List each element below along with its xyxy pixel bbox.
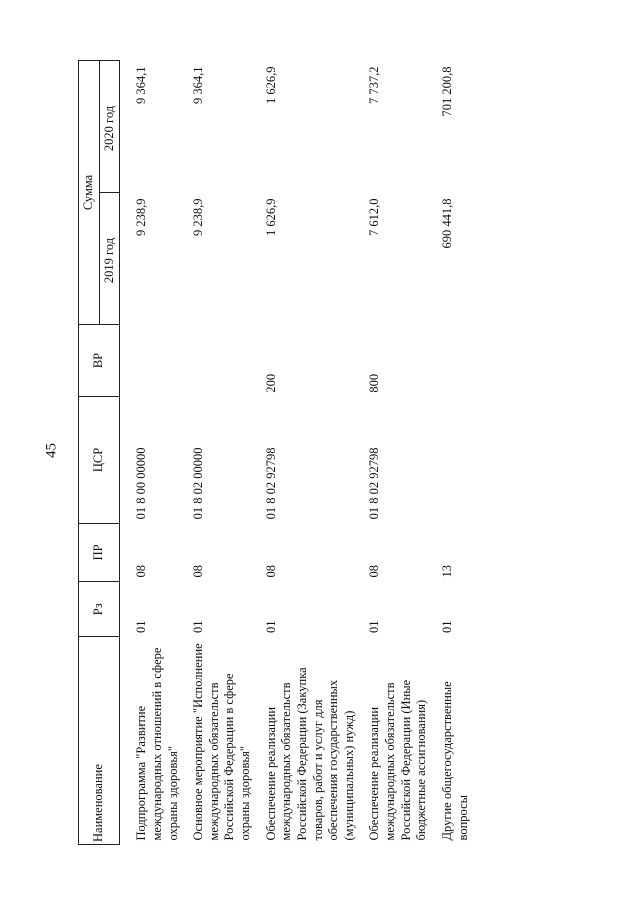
row-rz: 01 xyxy=(263,620,278,633)
header-sum: Сумма xyxy=(79,61,100,325)
row-csr xyxy=(434,397,475,524)
row-rz: 01 xyxy=(191,620,206,633)
table-row xyxy=(258,61,362,845)
row-csr: 01 8 00 00000 xyxy=(134,447,149,520)
row-rz: 01 xyxy=(439,620,454,633)
row-vr: 200 xyxy=(263,373,278,393)
row-pr: 08 xyxy=(263,565,278,578)
header-rz: Рз xyxy=(79,582,120,637)
row-pr: 13 xyxy=(439,565,454,578)
table-body xyxy=(120,61,475,845)
table-header xyxy=(79,61,120,845)
row-sum-2019: 690 441,8 xyxy=(439,198,454,249)
row-csr: 01 8 02 92798 xyxy=(367,447,382,520)
table-row xyxy=(185,61,258,845)
header-csr: ЦСР xyxy=(79,397,120,524)
row-sum-2020: 9 364,1 xyxy=(134,66,149,104)
row-name: Обеспечение реализации международных обязательств Российской Федерации (Иные бюджетные ассигнования) xyxy=(367,679,429,841)
row-vr xyxy=(120,324,185,396)
row-pr: 08 xyxy=(134,565,149,578)
header-year-2020: 2020 год xyxy=(99,61,120,193)
row-sum-2019: 7 612,0 xyxy=(367,198,382,236)
row-rz: 01 xyxy=(367,620,382,633)
table-row xyxy=(361,61,434,845)
row-pr: 08 xyxy=(191,565,206,578)
page-number: 45 xyxy=(43,443,60,458)
row-csr: 01 8 02 00000 xyxy=(191,447,206,520)
header-pr: ПР xyxy=(79,523,120,581)
row-vr: 800 xyxy=(367,373,382,393)
row-name: Подпрограмма "Развитие международных отношений в сфере охраны здоровья" xyxy=(134,647,180,841)
row-sum-2020: 701 200,8 xyxy=(439,66,454,117)
row-sum-2019: 9 238,9 xyxy=(191,198,206,236)
header-year-2019: 2019 год xyxy=(99,193,120,325)
row-pr: 08 xyxy=(367,565,382,578)
row-sum-2020: 1 626,9 xyxy=(263,66,278,104)
row-sum-2020: 7 737,2 xyxy=(367,66,382,104)
row-name: Другие общегосударственные вопросы xyxy=(439,681,470,841)
rotated-table-page xyxy=(78,60,638,845)
table-row xyxy=(120,61,185,845)
row-sum-2019: 9 238,9 xyxy=(134,198,149,236)
row-name: Обеспечение реализации международных обязательств Российской Федерации (Закупка товаров, работ и услуг для обеспечения государственных (муниципальных) нужд) xyxy=(263,667,356,841)
row-vr xyxy=(434,324,475,396)
row-rz: 01 xyxy=(134,620,149,633)
row-sum-2020: 9 364,1 xyxy=(191,66,206,104)
row-vr xyxy=(185,324,258,396)
header-vr: ВР xyxy=(79,324,120,396)
budget-table xyxy=(78,60,475,845)
table-row xyxy=(434,61,475,845)
row-name: Основное мероприятие "Исполнение международных обязательств Российской Федерации в сфере охраны здоровья" xyxy=(191,643,252,841)
row-sum-2019: 1 626,9 xyxy=(263,198,278,236)
row-csr: 01 8 02 92798 xyxy=(263,447,278,520)
header-name: Наименование xyxy=(79,637,120,845)
